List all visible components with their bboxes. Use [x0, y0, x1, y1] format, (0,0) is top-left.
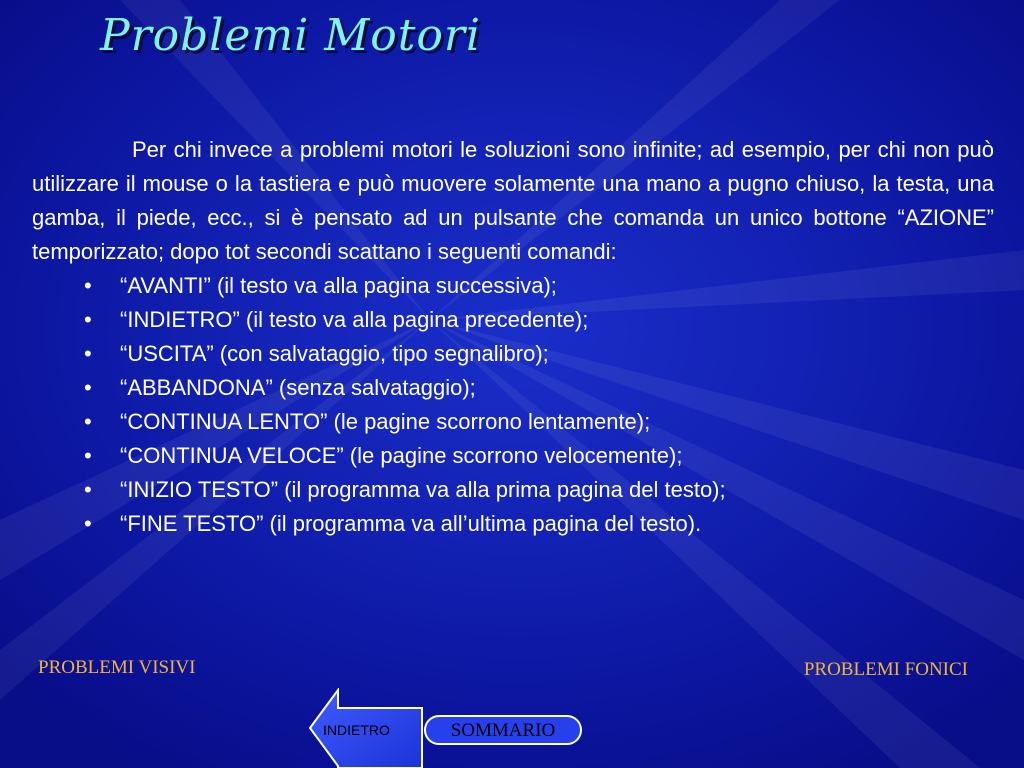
list-item-text: “INDIETRO” (il testo va alla pagina precedente); [120, 307, 589, 332]
sommario-button[interactable]: SOMMARIO [424, 715, 582, 745]
list-item [32, 439, 994, 473]
intro-paragraph: Per chi invece a problemi motori le soluzioni sono infinite; ad esempio, per chi non può utilizzare il mouse o la tastiera e può muovere solamente una mano a pugno chiuso, la testa, una gamba, il piede, ecc., si è pensato ad un pulsante che comanda un unico bottone “AZIONE” temporizzato; dopo tot secondi scattano i seguenti comandi: [32, 137, 994, 264]
list-item-text: “CONTINUA VELOCE” (le pagine scorrono velocemente); [120, 443, 683, 468]
list-item [32, 371, 994, 405]
bullet-icon: • [84, 341, 92, 366]
list-item-text: “CONTINUA LENTO” (le pagine scorrono lentamente); [120, 409, 651, 434]
problemi-visivi-link[interactable]: PROBLEMI VISIVI [38, 657, 196, 678]
list-item [32, 337, 994, 371]
bullet-icon: • [84, 443, 92, 468]
list-item-text: “USCITA” (con salvataggio, tipo segnalibro); [120, 341, 549, 366]
list-item [32, 473, 994, 507]
list-item [32, 507, 994, 541]
list-item [32, 269, 994, 303]
list-item-text: “INIZIO TESTO” (il programma va alla prima pagina del testo); [120, 477, 726, 502]
slide-title: Problemi Motori [100, 10, 482, 61]
bullet-icon: • [84, 375, 92, 400]
list-item [32, 405, 994, 439]
indietro-button[interactable]: INDIETRO [323, 722, 390, 738]
list-item-text: “AVANTI” (il testo va alla pagina successiva); [120, 273, 557, 298]
list-item-text: “FINE TESTO” (il programma va all’ultima pagina del testo). [120, 511, 702, 536]
slide-content [32, 133, 994, 541]
command-list [32, 269, 994, 541]
bullet-icon: • [84, 307, 92, 332]
bullet-icon: • [84, 273, 92, 298]
list-item [32, 303, 994, 337]
bullet-icon: • [84, 409, 92, 434]
bullet-icon: • [84, 511, 92, 536]
bullet-icon: • [84, 477, 92, 502]
problemi-fonici-link[interactable]: PROBLEMI FONICI [803, 659, 968, 680]
list-item-text: “ABBANDONA” (senza salvataggio); [120, 375, 476, 400]
